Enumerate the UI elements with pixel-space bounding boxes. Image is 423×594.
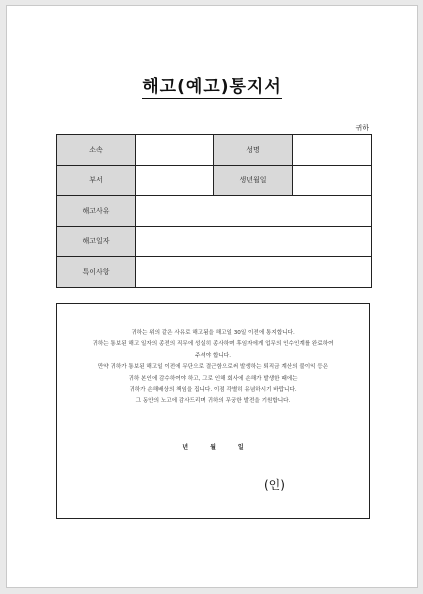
department-label: 부서 — [57, 165, 136, 196]
name-field[interactable] — [293, 135, 372, 166]
notice-line: 귀하는 통보된 해고 일자의 종전의 직무에 성실히 종사하며 후임자에게 업무의 인수인계를 완료하여 — [92, 341, 334, 348]
year-label: 년 — [182, 444, 189, 451]
month-label: 월 — [210, 444, 216, 451]
dismissal-date-label: 해고일자 — [57, 226, 136, 257]
notice-date — [57, 442, 369, 451]
dismissal-reason-label: 해고사유 — [57, 196, 136, 227]
notice-line: 주셔야 합니다. — [195, 352, 231, 359]
affiliation-label: 소속 — [57, 135, 136, 166]
document-page — [6, 5, 418, 588]
table-row — [57, 196, 372, 227]
table-row — [57, 226, 372, 257]
notice-line: 귀하 본인에 감수하여야 하고, 그로 인해 회사에 손해가 발생한 때에는 — [128, 375, 298, 382]
notice-line: 그 동안의 노고에 감사드리며 귀하의 무궁한 발전을 기원합니다. — [135, 398, 291, 405]
birthdate-label: 생년월일 — [214, 165, 293, 196]
name-label: 성명 — [214, 135, 293, 166]
document-title-text: 해고(예고)통지서 — [142, 77, 282, 97]
remarks-label: 특이사항 — [57, 257, 136, 288]
table-row — [57, 165, 372, 196]
dismissal-date-field[interactable] — [136, 226, 372, 257]
notice-body — [67, 328, 359, 408]
document-title — [7, 72, 417, 97]
notice-line: 귀하가 손해배상의 책임을 집니다. 이점 각별히 유념하시기 바랍니다. — [129, 387, 297, 394]
notice-box — [56, 303, 370, 519]
recipient-label: 귀하 — [355, 124, 369, 132]
notice-line: 귀하는 위의 같은 사유로 해고됨을 해고일 30일 이전에 통지합니다. — [131, 330, 295, 336]
notice-line: 만약 귀하가 통보된 해고일 이전에 무단으로 결근함으로써 발생하는 퇴직금 계산의 불이익 등은 — [97, 364, 329, 371]
table-row — [57, 257, 372, 288]
birthdate-field[interactable] — [293, 165, 372, 196]
table-row — [57, 135, 372, 166]
employee-info-table — [56, 134, 372, 288]
day-label: 일 — [237, 444, 244, 451]
department-field[interactable] — [136, 165, 214, 196]
dismissal-reason-field[interactable] — [136, 196, 372, 227]
affiliation-field[interactable] — [136, 135, 214, 166]
remarks-field[interactable] — [136, 257, 372, 288]
seal-mark: (인) — [264, 478, 285, 492]
